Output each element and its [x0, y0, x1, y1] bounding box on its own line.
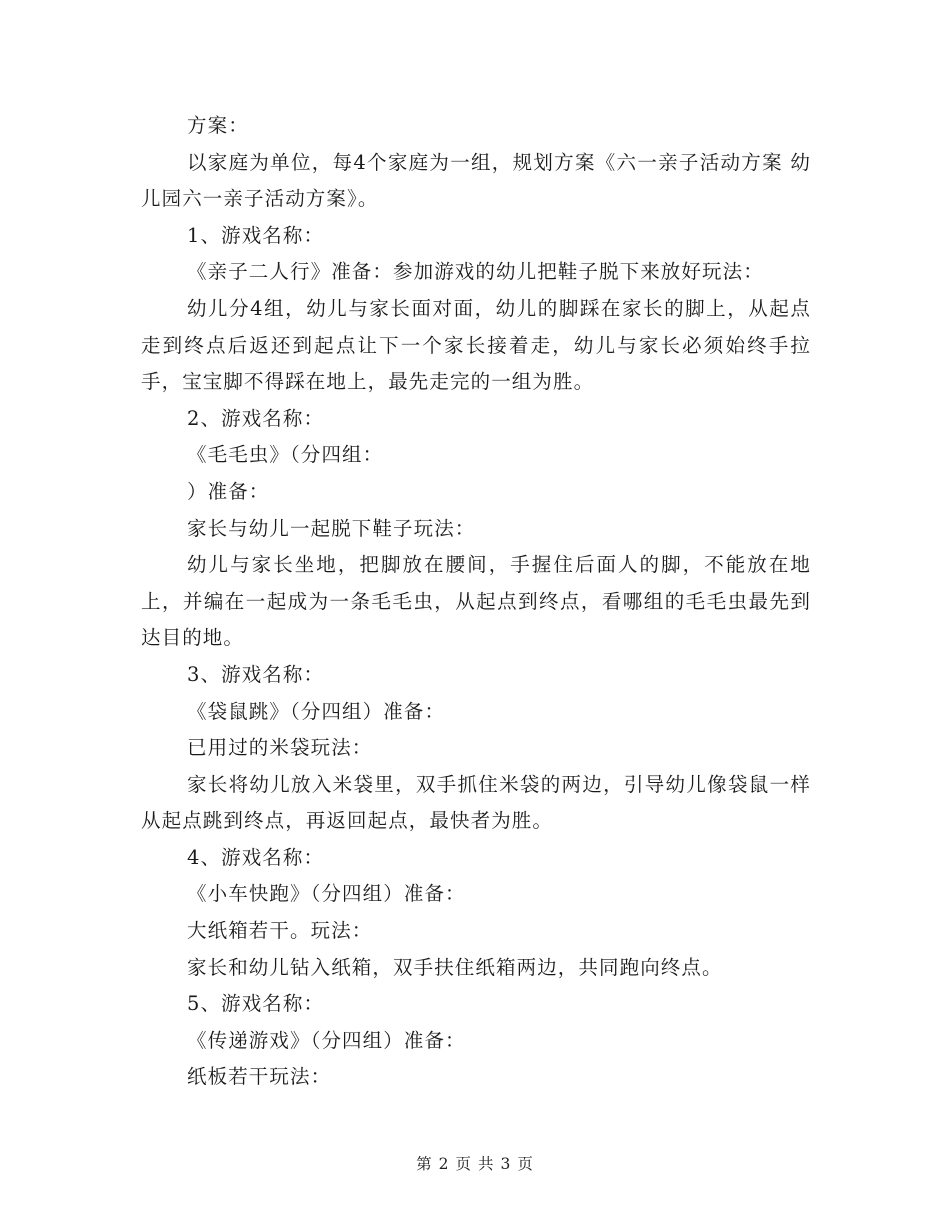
paragraph: 3、游戏名称：	[187, 662, 325, 686]
footer-prefix: 第	[416, 1155, 433, 1173]
paragraph: 《传递游戏》（分四组）准备：	[187, 1028, 466, 1052]
footer-page-word: 页	[455, 1155, 472, 1173]
paragraph: 方案：	[187, 114, 249, 137]
document-body	[141, 108, 811, 1096]
paragraph: 家长将幼儿放入米袋里，双手抓住米袋的两边，引导幼儿像袋鼠一样从起点跳到终点，再返回起点，最快者为胜。	[141, 772, 811, 833]
footer-total-prefix: 共	[478, 1155, 495, 1173]
paragraph: 2、游戏名称：	[187, 406, 325, 430]
paragraph: 《亲子二人行》准备：参加游戏的幼儿把鞋子脱下来放好玩法：	[187, 260, 764, 284]
paragraph: ）准备：	[187, 479, 270, 503]
paragraph: 大纸箱若干。玩法：	[187, 919, 373, 943]
paragraph: 已用过的米袋玩法：	[187, 736, 373, 760]
paragraph: 幼儿与家长坐地，把脚放在腰间，手握住后面人的脚，不能放在地上，并编在一起成为一条毛毛虫，从起点到终点，看哪组的毛毛虫最先到达目的地。	[141, 553, 811, 650]
paragraph: 5、游戏名称：	[187, 992, 325, 1016]
paragraph: 《袋鼠跳》（分四组）准备：	[187, 699, 446, 723]
paragraph: 家长与幼儿一起脱下鞋子玩法：	[187, 516, 476, 540]
current-page-number: 2	[438, 1155, 450, 1173]
paragraph: 4、游戏名称：	[187, 845, 325, 869]
paragraph: 家长和幼儿钻入纸箱，双手扶住纸箱两边，共同跑向终点。	[187, 955, 723, 979]
paragraph: 《毛毛虫》（分四组：	[187, 443, 384, 467]
total-page-number: 3	[500, 1155, 512, 1173]
paragraph: 《小车快跑》（分四组）准备：	[187, 882, 466, 906]
paragraph: 以家庭为单位，每4个家庭为一组，规划方案《六一亲子活动方案 幼儿园六一亲子活动方案》。	[141, 150, 811, 211]
paragraph: 1、游戏名称：	[187, 223, 325, 247]
paragraph: 幼儿分4组，幼儿与家长面对面，幼儿的脚踩在家长的脚上，从起点走到终点后返还到起点让下一个家长接着走，幼儿与家长必须始终手拉手，宝宝脚不得踩在地上，最先走完的一组为胜。	[141, 296, 811, 394]
footer-total-suffix: 页	[517, 1155, 534, 1173]
page-footer	[0, 1152, 950, 1174]
paragraph: 纸板若干玩法：	[187, 1065, 332, 1089]
